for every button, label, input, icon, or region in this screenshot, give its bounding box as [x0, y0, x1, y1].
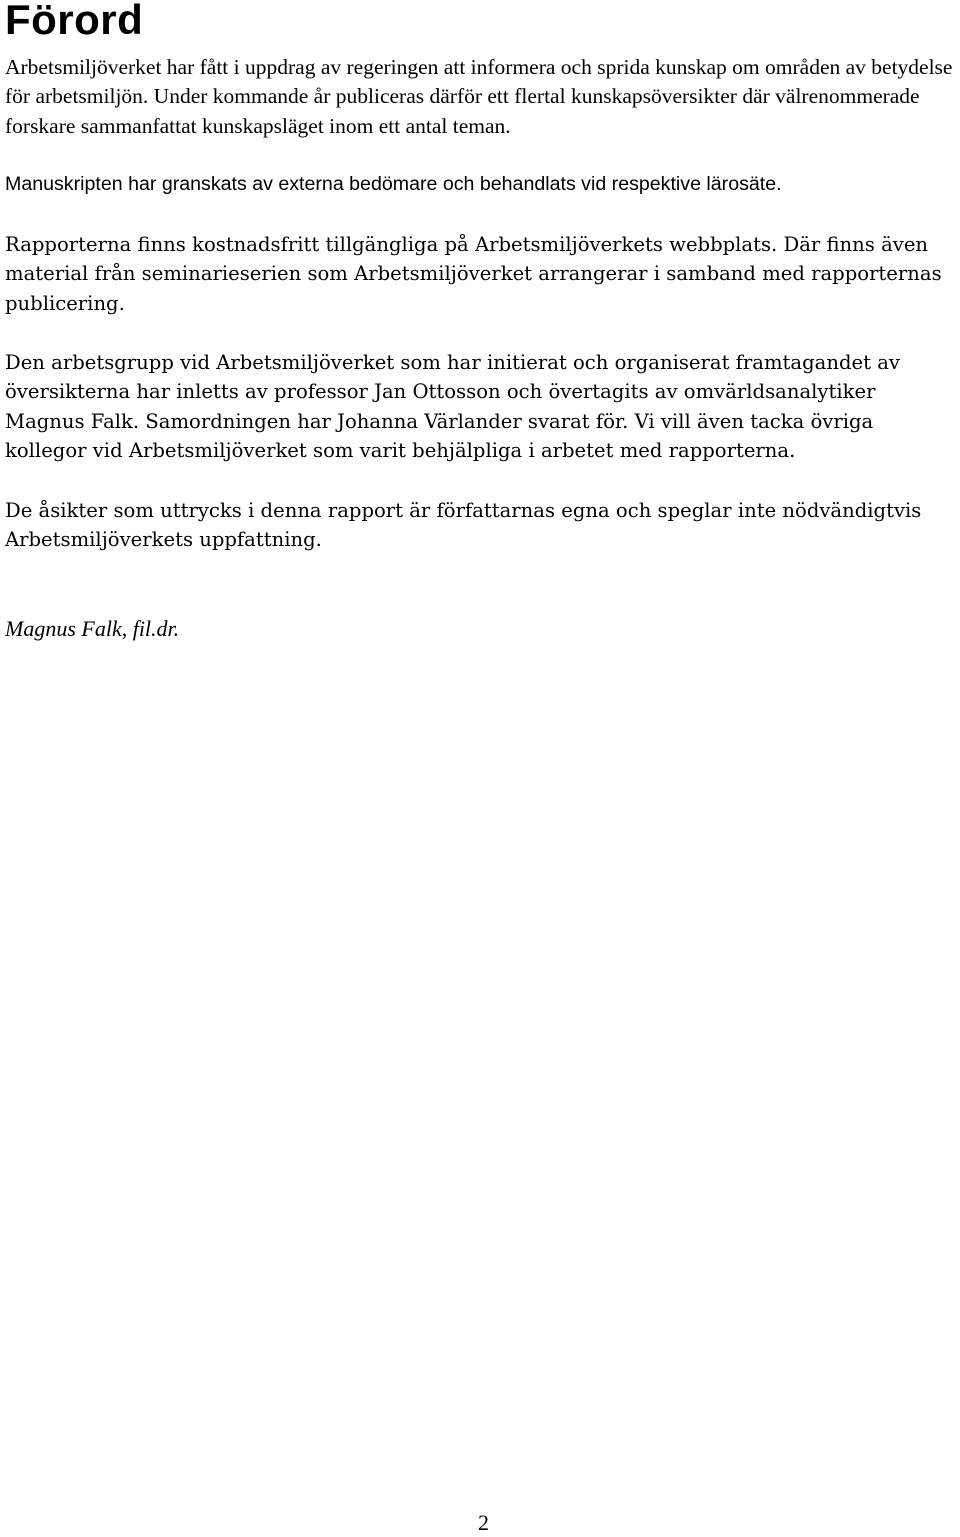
signature: Magnus Falk, fil.dr.: [5, 616, 180, 641]
paragraph-intro: Arbetsmiljöverket har fått i uppdrag av regeringen att informera och sprida kunskap om områden av betydelse för arbetsmiljön. Under kommande år publiceras därför ett flertal kunskapsöversikter där välrenommerade forskare sammanfattat kunskapsläget inom ett antal teman.: [5, 55, 953, 138]
paragraph-intro-continued: Manuskripten har granskats av externa bedömare och behandlats vid respektive lärosäte.: [5, 173, 782, 195]
page-number: 2: [478, 1510, 489, 1535]
paragraph-working-group: Den arbetsgrupp vid Arbetsmiljöverket som har initierat och organiserat framtagandet av översikterna har inletts av professor Jan Ottosson och övertagits av omvärldsanalytiker Magnus Falk. Samordningen har Johanna Värlander svarat för. Vi vill även tacka övriga kollegor vid Arbetsmiljöverket som varit behjälpliga i arbetet med rapporterna.: [5, 351, 900, 462]
page-title: Förord: [5, 0, 144, 43]
paragraph-disclaimer: De åsikter som uttrycks i denna rapport är författarnas egna och speglar inte nödvändigtvis Arbetsmiljöverkets uppfattning.: [5, 499, 922, 552]
paragraph-availability: Rapporterna finns kostnadsfritt tillgängliga på Arbetsmiljöverkets webbplats. Där finns även material från seminarieserien som Arbetsmiljöverket arrangerar i samband med rapporternas publicering.: [5, 233, 942, 315]
